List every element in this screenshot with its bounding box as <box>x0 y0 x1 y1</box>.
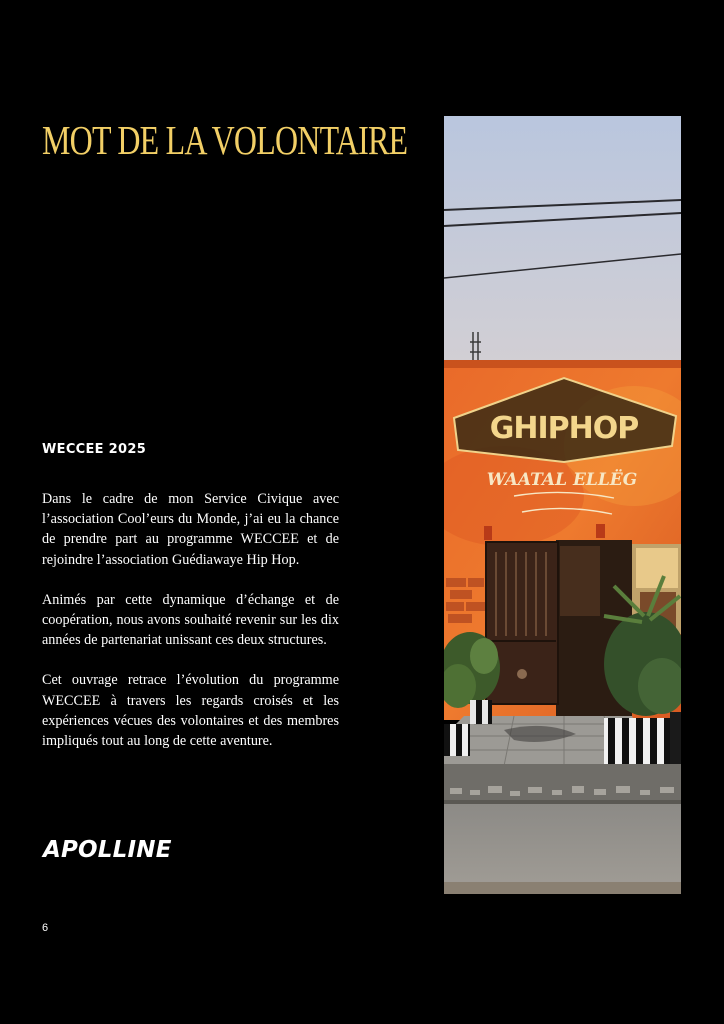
paragraph-2: Animés par cette dynamique d’échange et de coopération, nous avons souhaité revenir sur les dix années de partenariat unissant ces deux structures. <box>42 591 339 649</box>
mural-script-text: WAATAL ELLËG <box>486 470 638 490</box>
paragraph-1: Dans le cadre de mon Service Civique avec l’association Cool’eurs du Monde, j’ai eu la chance de prendre part au programme WECCEE et de rejoindre l’association Guédiawaye Hip Hop. <box>42 491 339 568</box>
right-planter <box>604 712 681 772</box>
sky <box>444 116 681 364</box>
mural-sign-text: GHIPHOP <box>489 411 639 446</box>
hip-hop-mural-photo <box>444 116 681 894</box>
paragraph-3: Cet ouvrage retrace l’évolution du programme WECCEE à travers les regards croisés et les expériences vécues des volontaires et des membres impliqués tout au long de cette aventure. <box>42 672 339 750</box>
page-number: 6 <box>42 922 49 934</box>
page-title: MOT DE LA VOLONTAIRE <box>42 117 408 163</box>
signature: APOLLINE <box>43 837 172 863</box>
section-heading: WECCEE 2025 <box>42 442 147 457</box>
body-text <box>42 489 339 771</box>
road <box>444 804 681 894</box>
